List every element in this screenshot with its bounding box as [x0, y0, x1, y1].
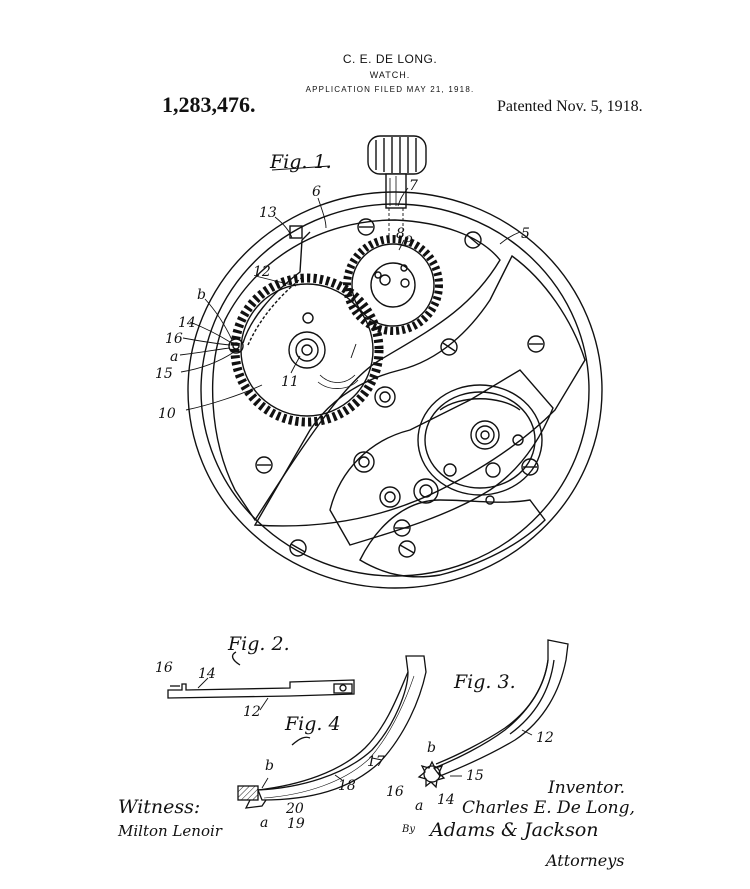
ref-13: 13: [259, 205, 277, 221]
inventor-label: Inventor.: [548, 778, 626, 798]
figure-3-click-spring-assembled: [386, 640, 568, 814]
witness-label: Witness:: [118, 796, 201, 818]
fig3-ref-14: 14: [437, 792, 455, 808]
fig4-ref-19: 19: [287, 816, 305, 832]
fig3-ref-12: 12: [536, 730, 554, 746]
witness-signature: Milton Lenoir: [118, 822, 222, 840]
signature-block: [117, 778, 635, 870]
balance-wheel: [418, 385, 542, 495]
inventor-signature: Charles E. De Long,: [462, 798, 635, 818]
watch-case-inner: [201, 204, 589, 576]
bridge-plate: [255, 256, 585, 526]
ref-11: 11: [281, 374, 299, 390]
ref-15: 15: [155, 366, 173, 382]
fig2-title: Fig. 2.: [228, 633, 290, 655]
fig4-ref-a: a: [260, 815, 269, 831]
fig2-ref-12: 12: [243, 704, 261, 720]
figure-4-click-spring-perspective: [238, 656, 426, 832]
fig4-ref-b: b: [265, 758, 274, 774]
fig3-title: Fig. 3.: [454, 671, 516, 693]
fig4-ref-18: 18: [338, 778, 356, 794]
figure-2-click-spring-side: [155, 633, 354, 720]
ref-14: 14: [178, 315, 196, 331]
fig1-title: Fig. 1.: [270, 151, 332, 173]
ref-16: 16: [165, 331, 183, 347]
fig3-ref-b: b: [427, 740, 436, 756]
ref-10: 10: [158, 406, 176, 422]
ref-7: 7: [409, 178, 418, 194]
fig3-ref-15: 15: [466, 768, 484, 784]
fig4-ref-17: 17: [367, 754, 385, 770]
ref-5: 5: [521, 226, 530, 242]
fig3-ref-a: a: [415, 798, 424, 814]
center-wheel: [347, 239, 439, 331]
fig4-ref-20: 20: [286, 801, 304, 817]
fig3-ref-16: 16: [386, 784, 404, 800]
inventor-name-header: C. E. DE LONG.: [342, 52, 438, 66]
attorneys-signature: Adams & Jackson: [430, 819, 599, 841]
ref-b: b: [197, 287, 206, 303]
ref-9: 9: [404, 234, 413, 250]
attorneys-label: Attorneys: [546, 851, 625, 870]
ref-8: 8: [396, 226, 405, 242]
barrel-gear: [235, 278, 379, 422]
invention-title: WATCH.: [369, 70, 411, 80]
ref-6: 6: [312, 184, 321, 200]
by-label: By: [402, 824, 415, 835]
patented-date: Patented Nov. 5, 1918.: [497, 98, 643, 115]
figure-1-watch-movement: [155, 136, 602, 588]
fig2-ref-16: 16: [155, 660, 173, 676]
ref-12: 12: [253, 264, 271, 280]
patent-number: 1,283,476.: [162, 92, 256, 117]
fig2-ref-14: 14: [198, 666, 216, 682]
filing-date: APPLICATION FILED MAY 21, 1918.: [305, 85, 475, 94]
fig4-title: Fig. 4: [285, 713, 341, 735]
ref-a: a: [170, 349, 179, 365]
